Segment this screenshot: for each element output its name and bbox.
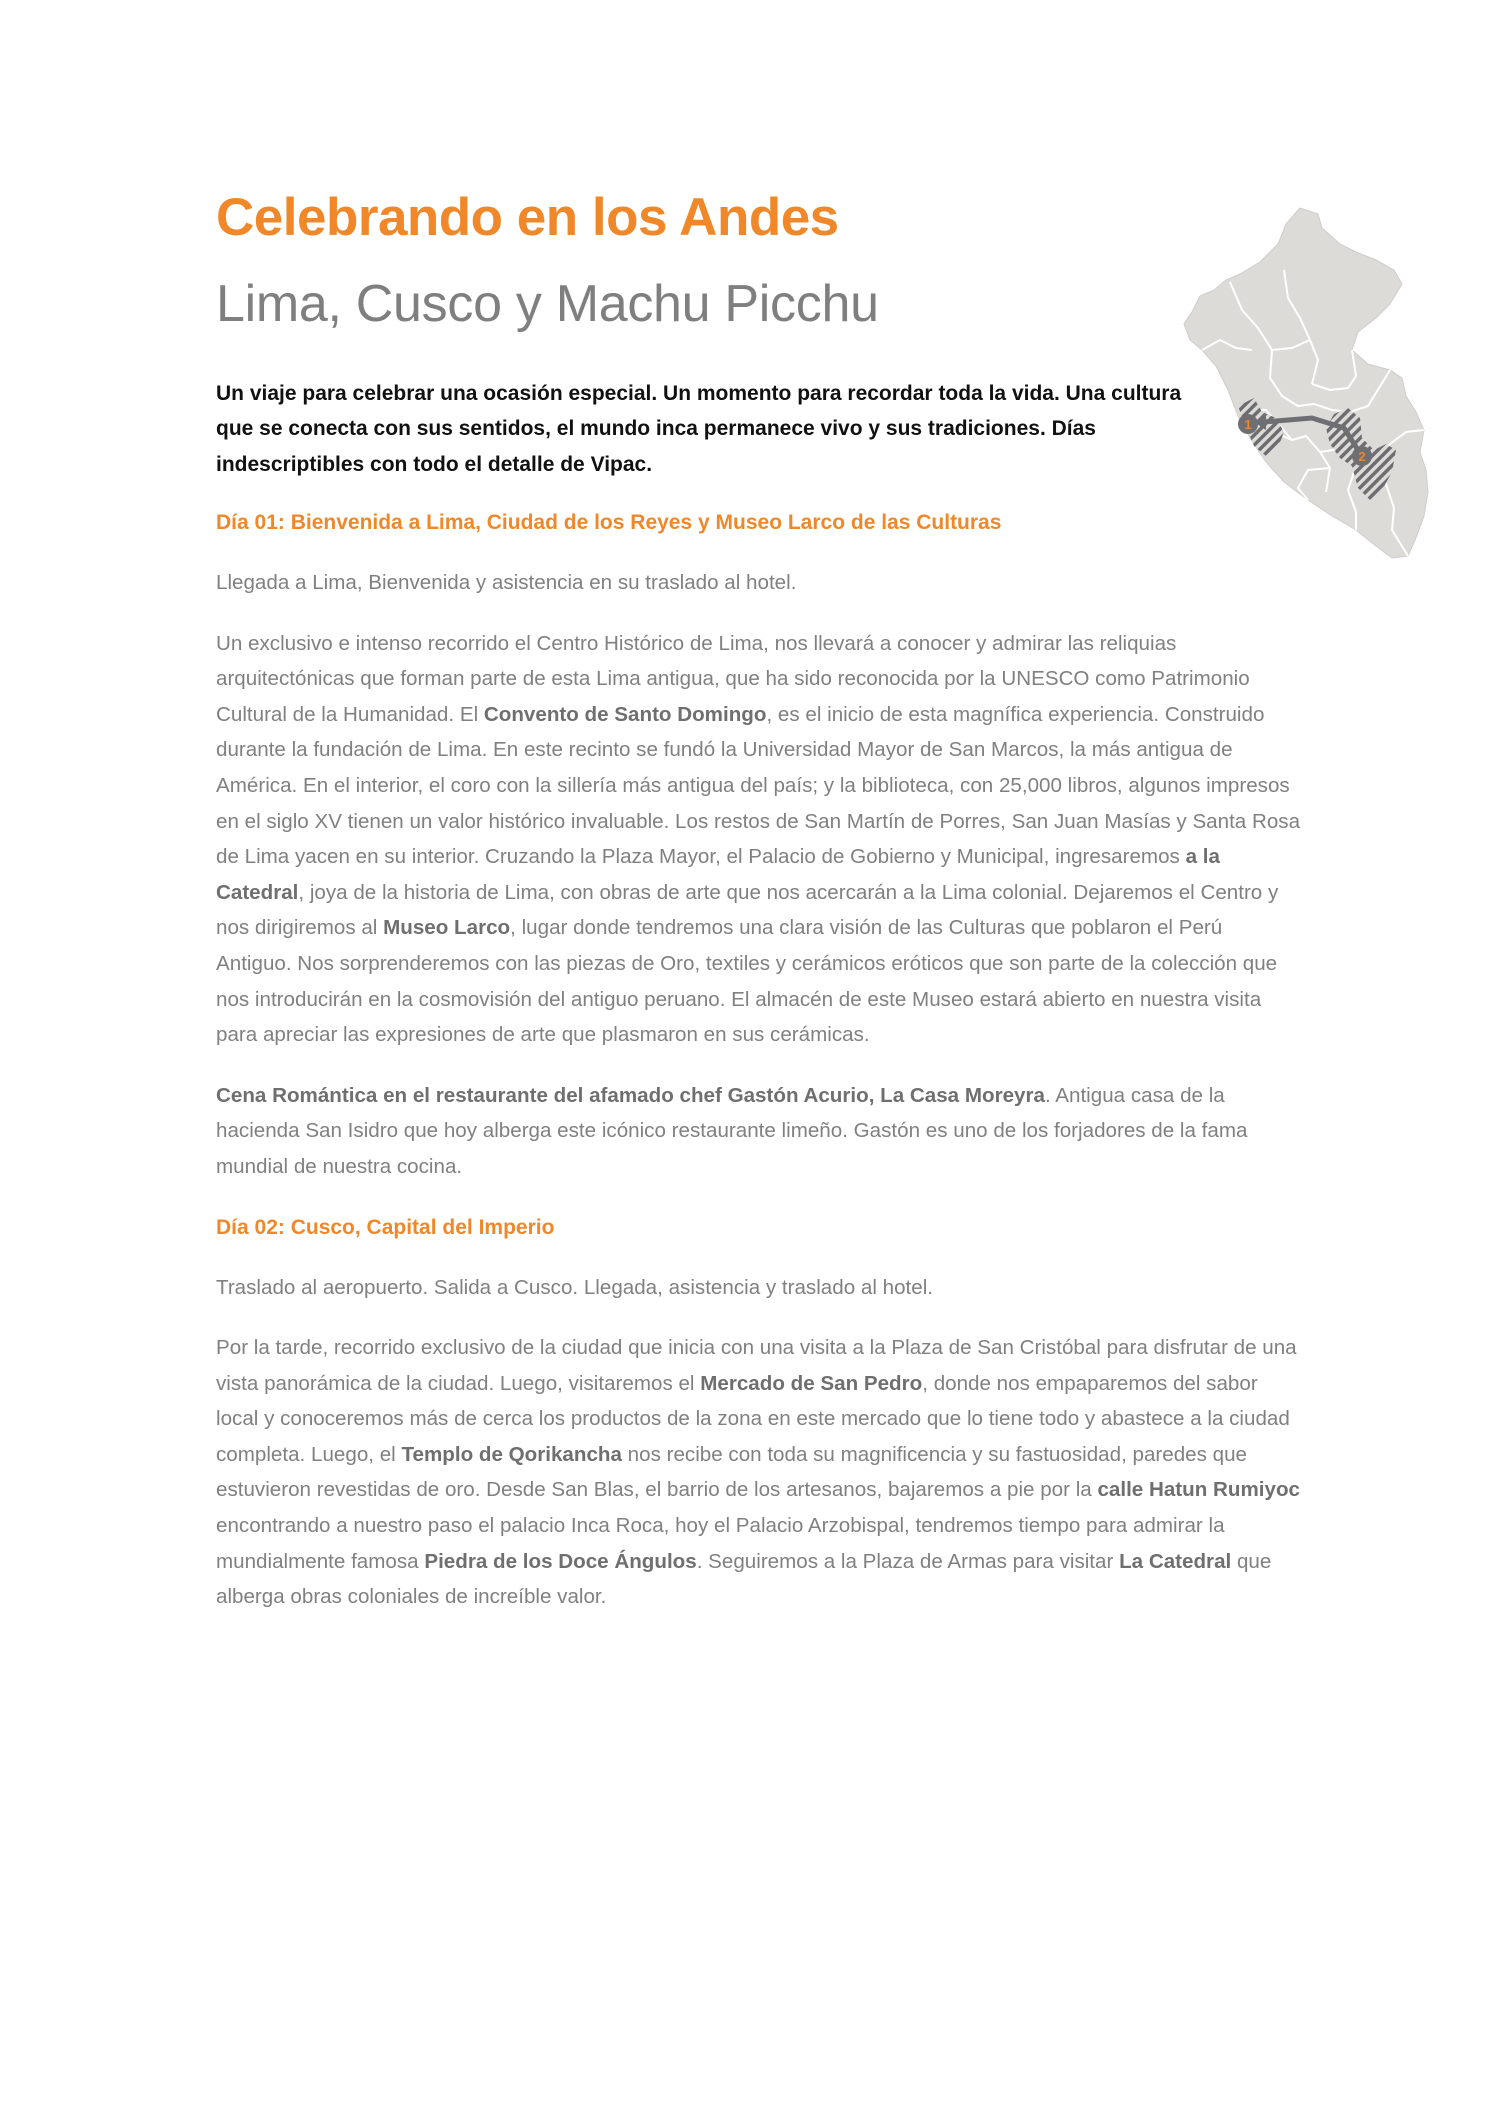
day-02-section	[216, 1210, 1301, 1615]
text: , es el inicio de esta magnífica experiencia. Construido durante la fundación de Lima. En este recinto se fundó la Universidad Mayor de San Marcos, la más antigua de América. En el interior, el coro con la sillería más antigua del país; y la biblioteca, con 25,000 libros, algunos impresos en el siglo XV tienen un valor histórico invaluable. Los restos de San Martín de Porres, San Juan Masías y Santa Rosa de Lima yacen en su interior. Cruzando la Plaza Mayor, el Palacio de Gobierno y Municipal, ingresaremos	[216, 702, 1301, 869]
bold-text: Museo Larco	[383, 916, 511, 940]
bold-text: a la Catedral	[216, 845, 1220, 904]
text: Traslado al aeropuerto. Salida a Cusco. Llegada, asistencia y traslado al hotel.	[216, 1275, 934, 1299]
paragraph	[216, 626, 1301, 1053]
day-01-section	[216, 505, 1301, 1185]
bold-text: La Catedral	[1119, 1549, 1232, 1573]
day-heading: Día 01: Bienvenida a Lima, Ciudad de los Reyes y Museo Larco de las Culturas	[216, 511, 1002, 534]
paragraph	[216, 1330, 1301, 1615]
bold-text: Mercado de San Pedro	[700, 1371, 923, 1395]
text: nos recibe con toda su magnificencia y su fastuosidad, paredes que estuvieron revestidas de oro. Desde San Blas, el barrio de los artesanos, bajaremos a pie por la	[216, 1442, 1248, 1502]
document-subtitle: Lima, Cusco y Machu Picchu	[216, 275, 879, 333]
document-title: Celebrando en los Andes	[216, 188, 839, 247]
paragraph	[216, 1270, 1301, 1306]
text: . Seguiremos a la Plaza de Armas para visitar	[696, 1549, 1120, 1573]
day-heading: Día 02: Cusco, Capital del Imperio	[216, 1215, 555, 1239]
map-marker-1: 1	[1244, 417, 1252, 432]
text: Por la tarde, recorrido exclusivo de la ciudad que inicia con una visita a la Plaza de San Cristóbal para disfrutar de una vista panorámica de la ciudad. Luego, visitaremos el	[216, 1336, 1297, 1395]
text: que alberga obras coloniales de increíble valor.	[216, 1549, 1272, 1609]
text: , lugar donde tendremos una clara visión de las Culturas que poblaron el Perú Antiguo. Nos sorprenderemos con las piezas de Oro, textiles y cerámicos eróticos que son parte de la colección que nos introducirán en la cosmovisión del antiguo peruano. El almacén de este Museo estará abierto en nuestra visita para apreciar las expresiones de arte que plasmaron en sus cerámicas.	[216, 916, 1278, 1047]
bold-text: Piedra de los Doce Ángulos	[424, 1549, 697, 1573]
bold-text: Templo de Qorikancha	[401, 1442, 622, 1466]
text: , donde nos empaparemos del sabor local y conoceremos más de cerca los productos de la zona en este mercado que lo tiene todo y abastece a la ciudad completa. Luego, el	[216, 1371, 1290, 1466]
peru-map-icon	[1180, 200, 1440, 580]
bold-text: Cena Romántica en el restaurante del afamado chef Gastón Acurio, La Casa Moreyra	[216, 1083, 1045, 1107]
map-marker-2: 2	[1358, 449, 1366, 464]
text: Llegada a Lima, Bienvenida y asistencia en su traslado al hotel.	[216, 571, 797, 594]
paragraph	[216, 565, 1301, 601]
text: encontrando a nuestro paso el palacio Inca Roca, hoy el Palacio Arzobispal, tendremos tiempo para admirar la mundialmente famosa	[216, 1514, 1225, 1573]
text: , joya de la historia de Lima, con obras de arte que nos acercarán a la Lima colonial. Dejaremos el Centro y nos dirigiremos al	[216, 880, 1279, 940]
text: Un exclusivo e intenso recorrido el Centro Histórico de Lima, nos llevará a conocer y admirar las reliquias arquitectónicas que forman parte de esta Lima antigua, que ha sido reconocida por la UNESCO como Patrimonio Cultural de la Humanidad. El	[216, 631, 1250, 726]
bold-text: calle Hatun Rumiyoc	[1097, 1478, 1301, 1502]
paragraph	[216, 1078, 1301, 1185]
bold-text: Convento de Santo Domingo	[483, 702, 767, 726]
text: . Antigua casa de la hacienda San Isidro que hoy alberga este icónico restaurante limeño. Gastón es uno de los forjadores de la fama mundial de nuestra cocina.	[216, 1083, 1248, 1178]
itinerary	[216, 505, 1301, 1640]
intro-paragraph: Un viaje para celebrar una ocasión especial. Un momento para recordar toda la vida. Una cultura que se conecta con sus sentidos, el mundo inca permanece vivo y sus tradiciones. Días indescriptibles con todo el detalle de Vipac.	[216, 382, 1182, 476]
